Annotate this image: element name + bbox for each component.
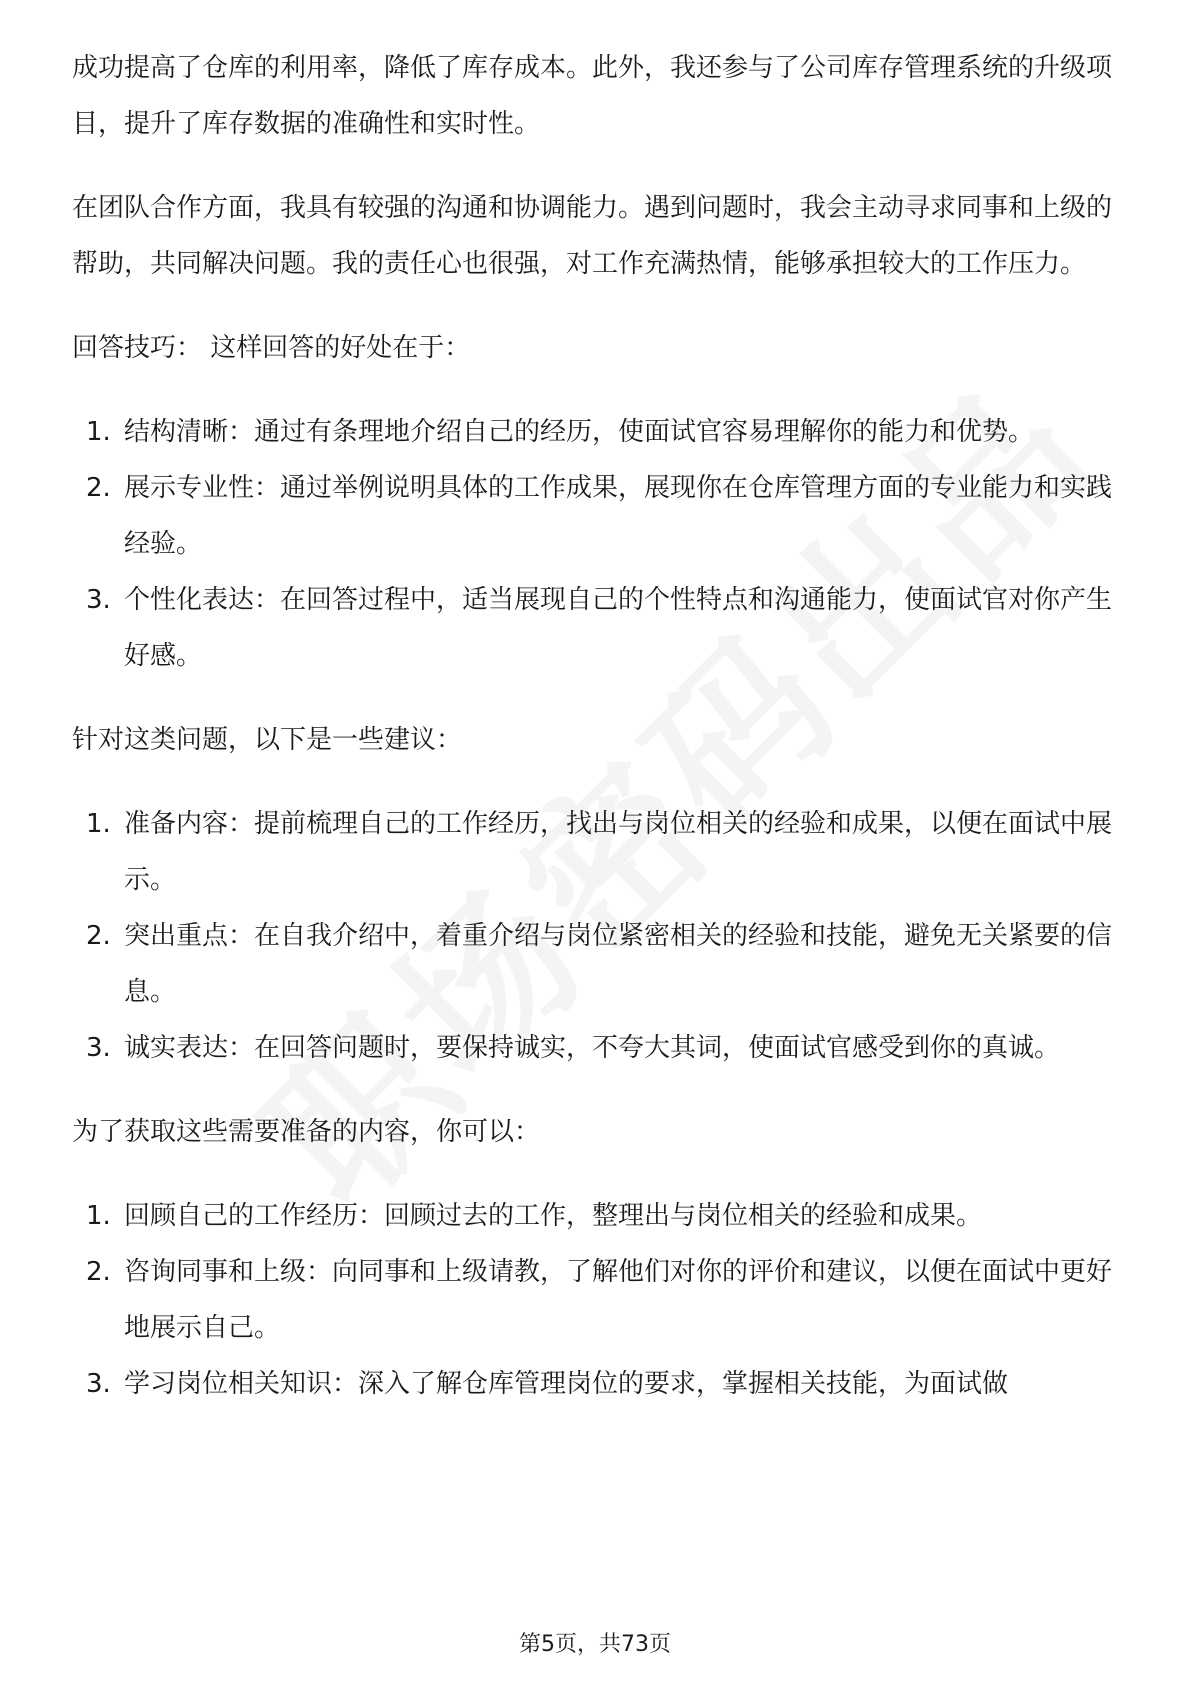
list-item-number: 3.	[86, 1369, 111, 1399]
list-item-text: 展示专业性：通过举例说明具体的工作成果，展现你在仓库管理方面的专业能力和实践经验。	[124, 473, 1113, 559]
list-item	[72, 572, 1122, 684]
list-item-text: 突出重点：在自我介绍中，着重介绍与岗位紧密相关的经验和技能，避免无关紧要的信息。	[124, 921, 1113, 1007]
prep-list	[72, 1188, 1122, 1412]
page-footer	[0, 1630, 1190, 1660]
list-item-text: 回顾自己的工作经历：回顾过去的工作，整理出与岗位相关的经验和成果。	[124, 1201, 983, 1231]
intro-paragraph-1: 成功提高了仓库的利用率，降低了库存成本。此外，我还参与了公司库存管理系统的升级项目，提升了库存数据的准确性和实时性。	[72, 53, 1113, 139]
list-item-number: 2.	[86, 921, 111, 951]
tips-list	[72, 404, 1122, 684]
list-item	[72, 1020, 1122, 1076]
list-item	[72, 1188, 1122, 1244]
advice-heading: 针对这类问题，以下是一些建议：	[72, 725, 463, 755]
list-item-number: 1.	[86, 417, 111, 447]
list-item	[72, 460, 1122, 572]
advice-list	[72, 796, 1122, 1076]
prep-heading: 为了获取这些需要准备的内容，你可以：	[72, 1117, 541, 1147]
tips-heading: 回答技巧： 这样回答的好处在于：	[72, 333, 471, 363]
page-number: 第5页，共73页	[519, 1632, 671, 1657]
list-item	[72, 908, 1122, 1020]
list-item	[72, 796, 1122, 908]
list-item-number: 2.	[86, 1257, 111, 1287]
intro-paragraph-2: 在团队合作方面，我具有较强的沟通和协调能力。遇到问题时，我会主动寻求同事和上级的帮助，共同解决问题。我的责任心也很强，对工作充满热情，能够承担较大的工作压力。	[72, 193, 1113, 279]
list-item-text: 学习岗位相关知识：深入了解仓库管理岗位的要求，掌握相关技能，为面试做	[124, 1369, 1009, 1399]
list-item	[72, 1356, 1122, 1412]
list-item-text: 咨询同事和上级：向同事和上级请教，了解他们对你的评价和建议，以便在面试中更好地展示自己。	[124, 1257, 1113, 1343]
document-body	[72, 40, 1122, 1440]
list-item	[72, 1244, 1122, 1356]
list-item-number: 3.	[86, 1033, 111, 1063]
list-item-text: 个性化表达：在回答过程中，适当展现自己的个性特点和沟通能力，使面试官对你产生好感。	[124, 585, 1113, 671]
list-item-text: 结构清晰：通过有条理地介绍自己的经历，使面试官容易理解你的能力和优势。	[124, 417, 1035, 447]
list-item-number: 2.	[86, 473, 111, 503]
list-item-text: 准备内容：提前梳理自己的工作经历，找出与岗位相关的经验和成果，以便在面试中展示。	[124, 809, 1113, 895]
list-item-number: 1.	[86, 1201, 111, 1231]
list-item	[72, 404, 1122, 460]
list-item-number: 1.	[86, 809, 111, 839]
list-item-text: 诚实表达：在回答问题时，要保持诚实，不夸大其词，使面试官感受到你的真诚。	[124, 1033, 1061, 1063]
list-item-number: 3.	[86, 585, 111, 615]
